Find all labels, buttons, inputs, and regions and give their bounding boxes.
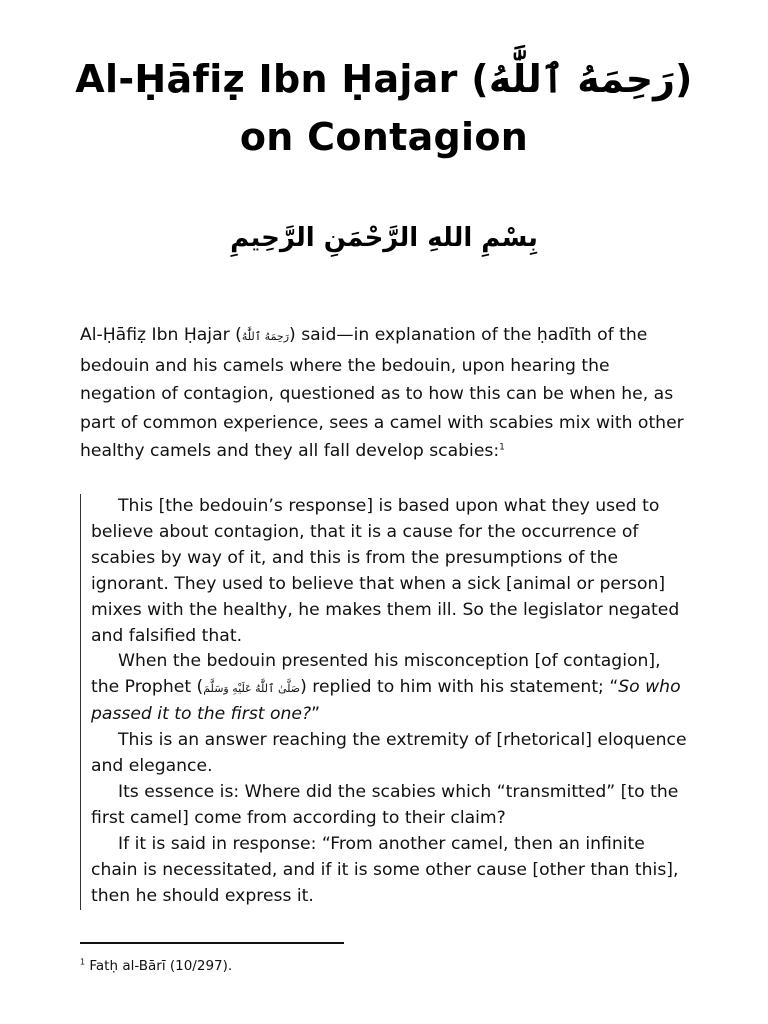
quote-p2-end: ”: [311, 704, 321, 725]
intro-paragraph: [80, 321, 690, 466]
quote-p2-middle: ) replied to him with his statement; “: [300, 677, 619, 698]
quote-paragraph-2: [91, 649, 691, 728]
title-honorific: رَحِمَهُ ٱللَّٰهُ: [488, 57, 676, 101]
title-line-2: on Contagion: [239, 115, 529, 159]
quote-paragraph-3: This is an answer reaching the extremity of [rhetorical] eloquence and elegance.: [91, 730, 687, 777]
quote-p2-start: When the bedouin presented his misconception [of contagion], the Prophet (: [91, 651, 661, 698]
quote-paragraph-5: If it is said in response: “From another camel, then an infinite chain is necessitated, and if it is some other cause [other than this], then he should express it.: [91, 833, 679, 906]
footnote-text: Fatḥ al-Bārī (10/297).: [85, 958, 233, 974]
title-line-1: [40, 50, 728, 108]
title-close-paren: ): [675, 57, 693, 101]
basmala-text: بِسْمِ اللهِ الرَّحْمَنِ الرَّحِيمِ: [230, 223, 538, 253]
quote-body: [91, 494, 691, 910]
quote-salutation: صَلَّىٰ ٱللَّٰهُ عَلَيْهِ وَسَلَّمَ: [203, 682, 301, 696]
basmala-calligraphy: [230, 198, 538, 272]
footnote: [80, 956, 232, 976]
intro-text-body: ) said—in explanation of the ḥadīth of the bedouin and his camels where the bedouin, upon hearing the negation of contagion, questioned as to how this can be when he, as part of common experience, sees a camel with scabies mix with other healthy camels and they all fall develop scabies:: [80, 325, 684, 461]
page-title: [40, 50, 728, 166]
footnote-divider: [80, 942, 344, 944]
quote-paragraph-1: This [the bedouin’s response] is based upon what they used to believe about contagion, that it is a cause for the occurrence of scabies by way of it, and this is from the presumptions of the ignorant. They used to believe that when a sick [animal or person] mixes with the healthy, he makes them ill. So the legislator negated and falsified that.: [91, 496, 680, 646]
intro-text-start: Al-Ḥāfiẓ Ibn Ḥajar (: [80, 325, 242, 345]
block-quote: [80, 494, 691, 910]
title-name: Al-Ḥāfiẓ Ibn Ḥajar (: [75, 57, 489, 101]
quote-paragraph-4: Its essence is: Where did the scabies which “transmitted” [to the first camel] come from according to their claim?: [91, 781, 679, 828]
footnote-mark: 1: [80, 957, 86, 967]
footnote-reference[interactable]: 1: [499, 442, 505, 453]
intro-honorific: رَحِمَهُ ٱللَّٰهُ: [241, 330, 290, 343]
quote-italic-statement: So who passed it to the first one?: [91, 677, 681, 725]
